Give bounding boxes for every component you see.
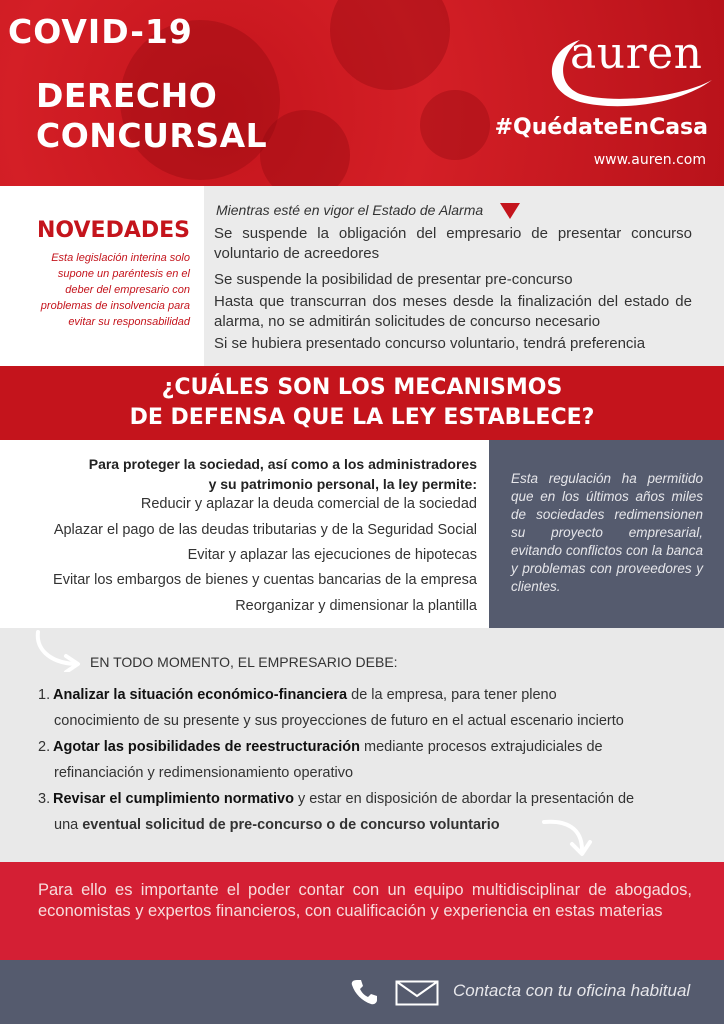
topic-line-1: DERECHO: [36, 76, 218, 115]
law-item: Evitar y aplazar las ejecuciones de hipotecas: [187, 547, 477, 563]
obligation-item-1: [38, 682, 692, 708]
obligations-section: [0, 628, 724, 862]
team-banner: [0, 862, 724, 960]
law-intro-line-1: Para proteger la sociedad, así como a los administradores: [88, 456, 477, 472]
virus-decoration: [330, 0, 450, 90]
auren-logo[interactable]: [540, 12, 720, 102]
down-triangle-icon: [500, 203, 520, 219]
obligation-rest: mediante procesos extrajudiciales de: [360, 739, 603, 755]
obligation-rest: de la empresa, para tener pleno: [347, 687, 557, 703]
contact-text: Contacta con tu oficina habitual: [453, 981, 691, 1000]
obligation-bold: Revisar el cumplimiento normativo: [53, 791, 294, 807]
law-item: Aplazar el pago de las deudas tributarias y de la Seguridad Social: [53, 522, 477, 538]
obligation-plain: una: [54, 817, 83, 833]
novedades-panel: [0, 186, 204, 366]
hashtag: #QuédateEnCasa: [494, 115, 708, 140]
logo-text: auren: [570, 28, 703, 79]
obligation-number: 1.: [38, 687, 51, 703]
obligation-item-3-cont: [54, 812, 694, 838]
law-side-panel: [489, 440, 724, 628]
curved-arrow-icon: [32, 628, 88, 672]
law-item: Reducir y aplazar la deuda comercial de la sociedad: [140, 496, 477, 512]
law-item: Reorganizar y dimensionar la plantilla: [235, 598, 477, 614]
law-intro: [17, 454, 477, 494]
law-side-note: Esta regulación ha permitido que en los últimos años miles de sociedades redimensionen su proyecto empresarial, evitando conflictos con la banca y problemas con proveedores y clientes.: [511, 471, 703, 594]
novedad-item: Hasta que transcurran dos meses desde la finalización del estado de alarma, no se admitirán solicitudes de concurso necesario: [214, 293, 692, 330]
obligation-bold: eventual solicitud de pre-concurso o de concurso voluntario: [82, 817, 500, 833]
question-line-1: ¿CUÁLES SON LOS MECANISMOS: [161, 375, 563, 400]
obligation-item-2: [38, 734, 692, 760]
virus-decoration: [260, 110, 350, 186]
law-intro-line-2: y su patrimonio personal, la ley permite:: [208, 476, 477, 492]
obligation-bold: Agotar las posibilidades de reestructuración: [53, 739, 360, 755]
obligations-heading: EN TODO MOMENTO, EL EMPRESARIO DEBE:: [90, 654, 398, 670]
novedad-item: Se suspende la posibilidad de presentar pre-concurso: [214, 271, 573, 288]
question-banner: [0, 366, 724, 440]
topic-line-2: CONCURSAL: [36, 116, 268, 155]
obligation-item-3: [38, 786, 692, 812]
law-item: Evitar los embargos de bienes y cuentas bancarias de la empresa: [53, 572, 477, 588]
obligation-item-2-cont: refinanciación y redimensionamiento operativo: [54, 765, 354, 781]
covid-title: COVID-19: [8, 12, 193, 51]
website-link[interactable]: www.auren.com: [593, 152, 706, 168]
phone-icon[interactable]: [350, 978, 378, 1006]
obligation-number: 2.: [38, 739, 51, 755]
header-banner: [0, 0, 724, 186]
obligation-number: 3.: [38, 791, 51, 807]
obligation-item-1-cont: conocimiento de su presente y sus proyecciones de futuro en el actual escenario incierto: [54, 713, 624, 729]
novedad-item: Si se hubiera presentado concurso voluntario, tendrá preferencia: [214, 335, 646, 352]
law-mechanisms: [0, 440, 489, 628]
obligation-bold: Analizar la situación económico-financiera: [53, 687, 348, 703]
topic-title: [36, 76, 267, 156]
team-text: Para ello es importante el poder contar con un equipo multidisciplinar de abogados, economistas y expertos financieros, con cualificación y experiencia en estas materias: [38, 881, 692, 920]
curved-arrow-icon: [540, 816, 596, 860]
question-heading: [0, 373, 724, 433]
virus-decoration: [420, 90, 490, 160]
novedades-list: [204, 186, 724, 366]
footer: [0, 960, 724, 1024]
question-line-2: DE DEFENSA QUE LA LEY ESTABLECE?: [129, 405, 595, 430]
mail-icon[interactable]: [395, 980, 439, 1006]
novedades-title: NOVEDADES: [36, 218, 190, 243]
novedad-item: Se suspende la obligación del empresario de presentar concurso voluntario de acreedores: [214, 225, 692, 262]
obligation-rest: y estar en disposición de abordar la presentación de: [293, 791, 635, 807]
alarm-condition: Mientras esté en vigor el Estado de Alarma: [216, 202, 484, 218]
novedades-note: Esta legislación interina solo supone un paréntesis en el deber del empresario con problemas de insolvencia para evitar su responsabilidad: [40, 252, 190, 328]
